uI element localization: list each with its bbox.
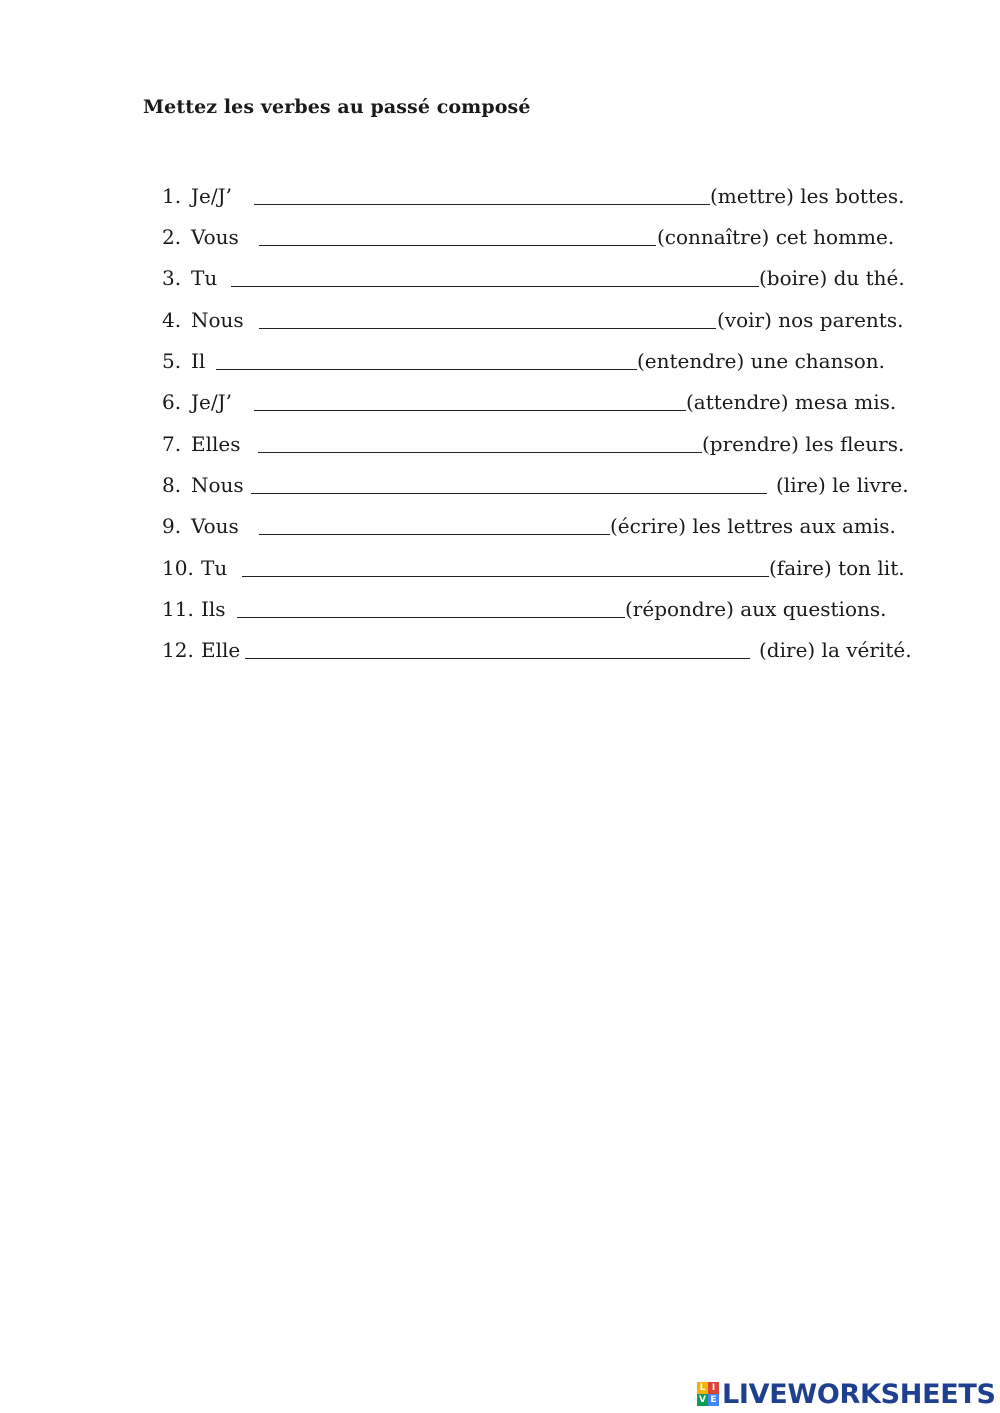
exercise-hint: (prendre) les fleurs. bbox=[702, 432, 905, 456]
exercise-row bbox=[0, 470, 1000, 500]
liveworksheets-logo bbox=[697, 1378, 996, 1410]
logo-letter: E bbox=[708, 1394, 719, 1406]
exercise-subject: Vous bbox=[191, 514, 239, 538]
exercise-number: 11. bbox=[162, 597, 194, 621]
exercise-hint: (attendre) mesa mis. bbox=[686, 390, 897, 414]
exercise-number: 6. bbox=[162, 390, 182, 414]
exercise-hint: (écrire) les lettres aux amis. bbox=[610, 514, 896, 538]
exercise-number: 7. bbox=[162, 432, 182, 456]
exercise-subject: Je/J’ bbox=[191, 390, 232, 414]
exercise-number: 9. bbox=[162, 514, 182, 538]
logo-text: LIVEWORKSHEETS bbox=[722, 1378, 996, 1410]
exercise-hint: (faire) ton lit. bbox=[769, 556, 905, 580]
exercise-row bbox=[0, 222, 1000, 252]
exercise-hint: (boire) du thé. bbox=[759, 266, 905, 290]
exercise-row bbox=[0, 635, 1000, 665]
exercise-row bbox=[0, 346, 1000, 376]
exercise-hint: (lire) le livre. bbox=[776, 473, 909, 497]
answer-input[interactable] bbox=[231, 265, 759, 289]
answer-input[interactable] bbox=[259, 307, 716, 331]
exercise-subject: Tu bbox=[191, 266, 218, 290]
exercise-subject: Je/J’ bbox=[191, 184, 232, 208]
exercise-row bbox=[0, 305, 1000, 335]
answer-input[interactable] bbox=[237, 596, 625, 620]
answer-input[interactable] bbox=[216, 348, 637, 372]
exercise-subject: Vous bbox=[191, 225, 239, 249]
exercise-subject: Elles bbox=[191, 432, 241, 456]
exercise-number: 10. bbox=[162, 556, 194, 580]
logo-mark-icon bbox=[697, 1382, 719, 1406]
exercise-number: 2. bbox=[162, 225, 182, 249]
exercise-subject: Elle bbox=[201, 638, 241, 662]
exercise-hint: (dire) la vérité. bbox=[759, 638, 912, 662]
exercise-number: 8. bbox=[162, 473, 182, 497]
exercise-number: 3. bbox=[162, 266, 182, 290]
exercise-number: 4. bbox=[162, 308, 182, 332]
worksheet-title: Mettez les verbes au passé composé bbox=[143, 96, 531, 118]
exercise-list bbox=[0, 0, 1000, 700]
exercise-hint: (connaître) cet homme. bbox=[657, 225, 895, 249]
answer-input[interactable] bbox=[258, 431, 702, 455]
answer-input[interactable] bbox=[259, 224, 656, 248]
exercise-row bbox=[0, 594, 1000, 624]
exercise-subject: Nous bbox=[191, 308, 244, 332]
exercise-hint: (mettre) les bottes. bbox=[710, 184, 905, 208]
logo-letter: L bbox=[697, 1382, 708, 1394]
exercise-row bbox=[0, 387, 1000, 417]
exercise-hint: (voir) nos parents. bbox=[717, 308, 904, 332]
answer-input[interactable] bbox=[245, 637, 750, 661]
exercise-row bbox=[0, 553, 1000, 583]
exercise-row bbox=[0, 429, 1000, 459]
answer-input[interactable] bbox=[242, 555, 769, 579]
exercise-number: 5. bbox=[162, 349, 182, 373]
logo-letter: I bbox=[708, 1382, 719, 1394]
answer-input[interactable] bbox=[259, 513, 610, 537]
exercise-row bbox=[0, 181, 1000, 211]
exercise-subject: Nous bbox=[191, 473, 244, 497]
exercise-hint: (entendre) une chanson. bbox=[637, 349, 886, 373]
exercise-number: 1. bbox=[162, 184, 182, 208]
exercise-subject: Ils bbox=[201, 597, 226, 621]
answer-input[interactable] bbox=[254, 389, 686, 413]
answer-input[interactable] bbox=[251, 472, 767, 496]
exercise-subject: Il bbox=[191, 349, 206, 373]
exercise-subject: Tu bbox=[201, 556, 228, 580]
logo-letter: V bbox=[697, 1394, 708, 1406]
exercise-row bbox=[0, 263, 1000, 293]
exercise-hint: (répondre) aux questions. bbox=[625, 597, 887, 621]
exercise-number: 12. bbox=[162, 638, 194, 662]
exercise-row bbox=[0, 511, 1000, 541]
answer-input[interactable] bbox=[254, 183, 710, 207]
